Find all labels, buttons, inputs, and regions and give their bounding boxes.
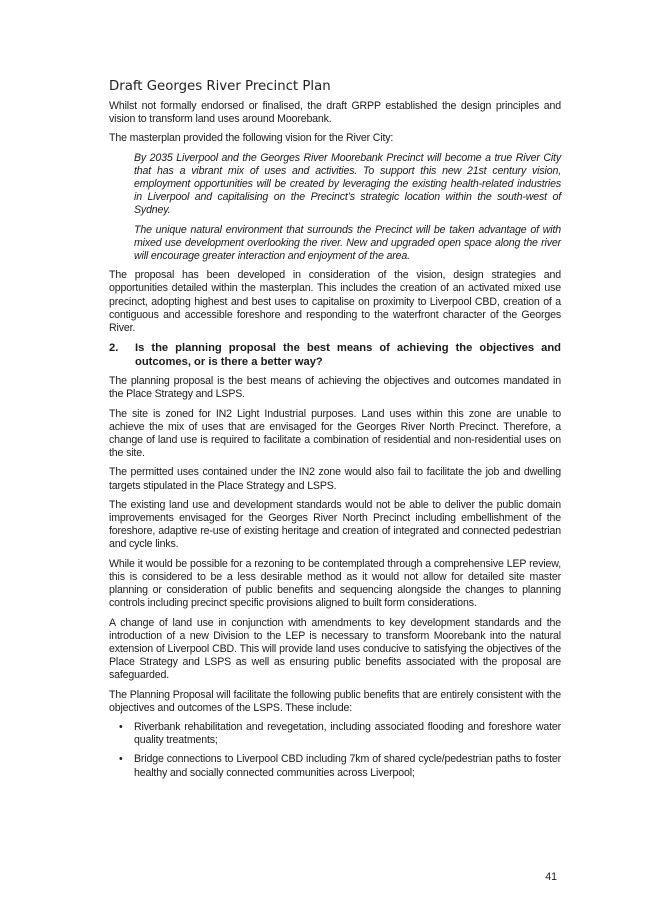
intro-paragraph: Whilst not formally endorsed or finalised, the draft GRPP established the design principles and vision to transform land uses around Moorebank. <box>109 100 561 126</box>
list-item-text: Riverbank rehabilitation and revegetation, including associated flooding and foreshore water quality treatments; <box>134 720 561 747</box>
question-text: Is the planning proposal the best means of achieving the objectives and outcomes, or is there a better way? <box>135 342 561 369</box>
body-paragraph: The site is zoned for IN2 Light Industrial purposes. Land uses within this zone are unable to achieve the mix of uses that are envisaged for the Georges River North Precinct. Therefore, a change of land use is required to facilitate a combination of residential and non-residential uses on the site. <box>109 407 561 460</box>
body-paragraph: The proposal has been developed in consideration of the vision, design strategies and opportunities detailed within the masterplan. This includes the creation of an activated mixed use precinct, adopting highest and best uses to capitalise on proximity to Liverpool CBD, creation of a contiguous and accessible foreshore and responding to the waterfront character of the Georges River. <box>109 269 561 335</box>
body-paragraph: While it would be possible for a rezoning to be contemplated through a comprehensive LEP review, this is considered to be a less desirable method as it would not allow for detailed site master planning or consideration of public benefits and sequencing alongside the changes to planning controls including precinct specific provisions aligned to built form considerations. <box>109 557 561 610</box>
list-item <box>109 753 561 779</box>
question-heading <box>109 341 561 369</box>
benefits-list <box>109 721 561 780</box>
page-content <box>109 79 561 786</box>
page-number: 41 <box>545 871 557 883</box>
bullet-icon: • <box>119 753 123 766</box>
list-item <box>109 721 561 747</box>
vision-quote: By 2035 Liverpool and the Georges River Moorebank Precinct will become a true River City that has a vibrant mix of uses and activities. To support this new 21st century vision, employment opportunities will be created by leveraging the existing health-related industries in Liverpool and capitalising on the Precinct’s strategic location within the south-west of Sydney. <box>134 151 561 217</box>
intro-paragraph: The masterplan provided the following vision for the River City: <box>109 132 394 145</box>
vision-quote: The unique natural environment that surrounds the Precinct will be taken advantage of with mixed use development overlooking the river. New and upgraded open space along the river will encourage greater interaction and enjoyment of the area. <box>134 223 561 263</box>
section-title: Draft Georges River Precinct Plan <box>109 79 331 94</box>
body-paragraph: The existing land use and development standards would not be able to deliver the public domain improvements envisaged for the Georges River North Precinct including embellishment of the foreshore, adaptive re-use of existing heritage and creation of integrated and connected pedestrian and cycle links. <box>109 498 561 551</box>
body-paragraph: The permitted uses contained under the IN2 zone would also fail to facilitate the job and dwelling targets stipulated in the Place Strategy and LSPS. <box>109 466 561 492</box>
body-paragraph: The Planning Proposal will facilitate the following public benefits that are entirely consistent with the objectives and outcomes of the LSPS. These include: <box>109 688 561 714</box>
body-paragraph: A change of land use in conjunction with amendments to key development standards and the introduction of a new Division to the LEP is necessary to transform Moorebank into the natural extension of Liverpool CBD. This will provide land uses conducive to satisfying the objectives of the Place Strategy and LSPS as well as ensuring public benefits associated with the proposal are safeguarded. <box>109 616 561 682</box>
bullet-icon: • <box>119 720 123 733</box>
body-paragraph: The planning proposal is the best means of achieving the objectives and outcomes mandated in the Place Strategy and LSPS. <box>109 375 561 401</box>
question-number: 2. <box>109 342 119 355</box>
list-item-text: Bridge connections to Liverpool CBD including 7km of shared cycle/pedestrian paths to foster healthy and socially connected communities across Liverpool; <box>134 753 561 779</box>
